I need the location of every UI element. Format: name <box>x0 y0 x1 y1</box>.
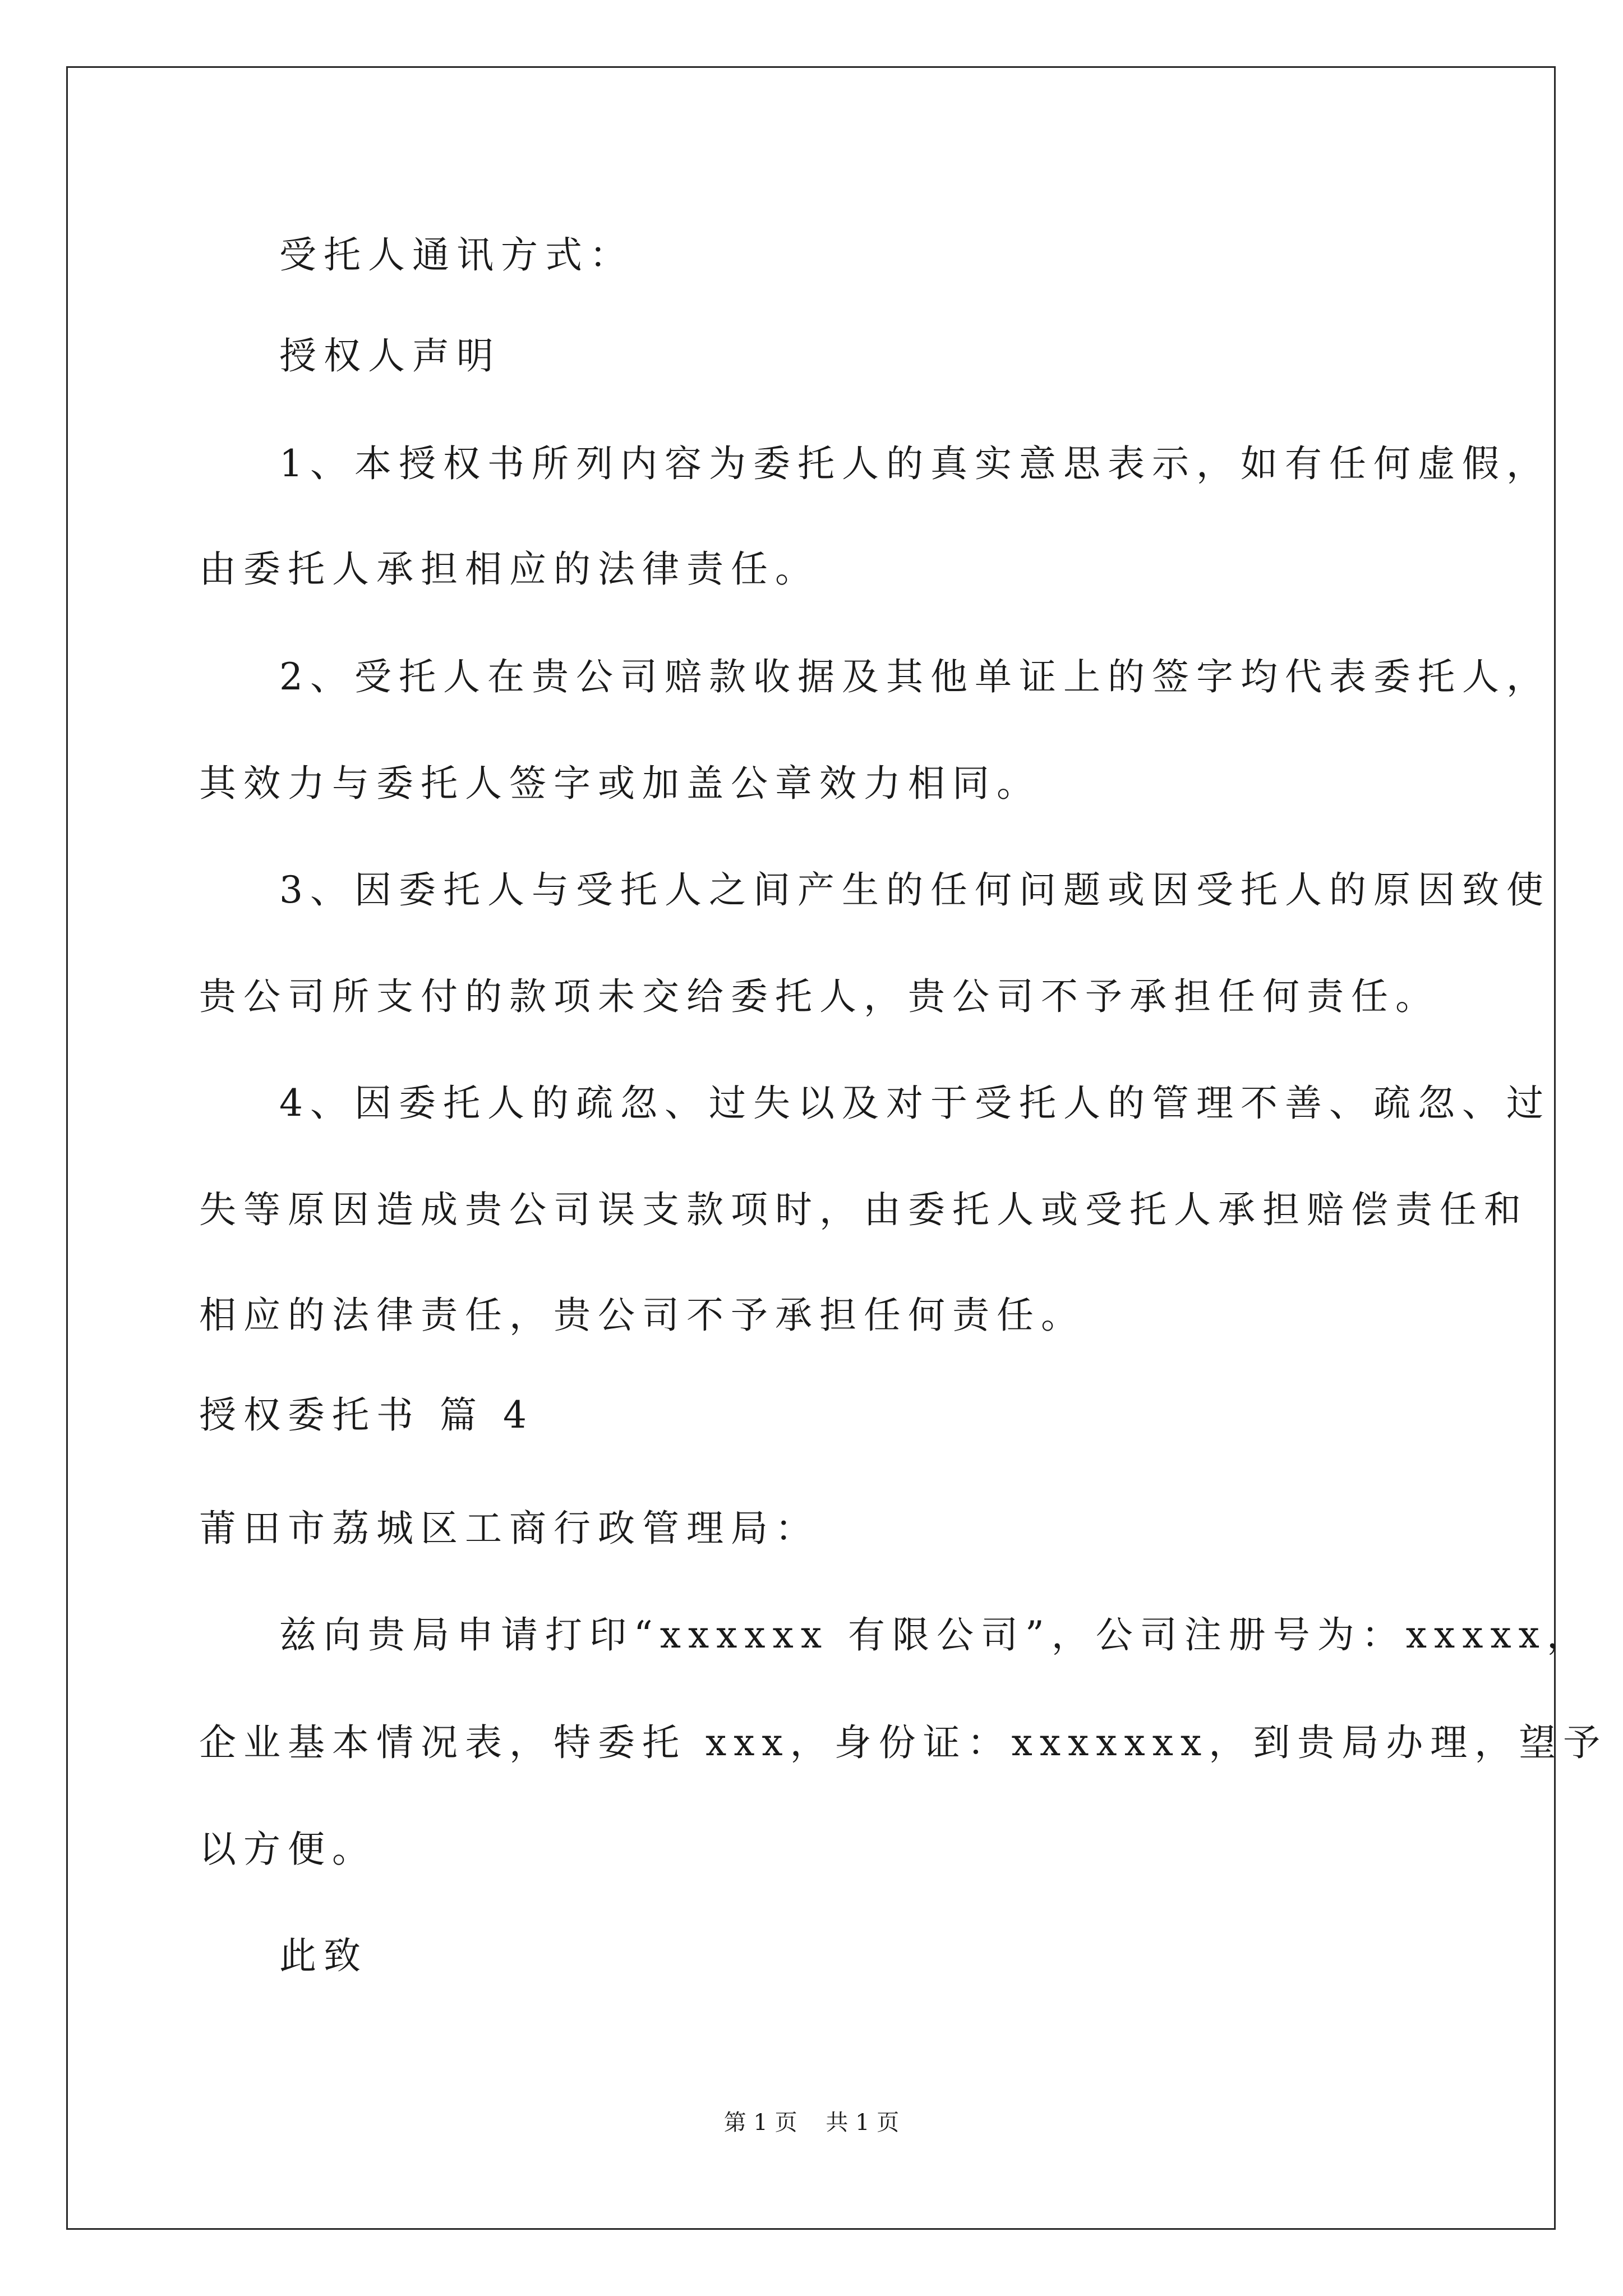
paragraph-line: 相应的法律责任，贵公司不予承担任何责任。 <box>199 1294 1085 1337</box>
paragraph-line: 3、因委托人与受托人之间产生的任何问题或因受托人的原因致使 <box>279 868 1551 912</box>
recipient-line: 莆田市荔城区工商行政管理局： <box>199 1507 819 1550</box>
paragraph-line: 企业基本情况表，特委托 xxx，身份证：xxxxxxx，到贵局办理，望予 <box>199 1721 1608 1764</box>
section-heading: 授权人声明 <box>279 334 501 378</box>
paragraph-line: 失等原因造成贵公司误支款项时，由委托人或受托人承担赔偿责任和 <box>199 1188 1528 1231</box>
section-title: 授权委托书 篇 4 <box>199 1393 534 1437</box>
paragraph-line: 2、受托人在贵公司赔款收据及其他单证上的签字均代表委托人， <box>279 655 1551 698</box>
paragraph-line: 由委托人承担相应的法律责任。 <box>199 547 819 591</box>
page-border <box>66 66 1556 2230</box>
contact-line: 受托人通讯方式： <box>279 233 634 277</box>
page-number-footer: 第 1 页 共 1 页 <box>723 2110 900 2136</box>
paragraph-line: 1、本授权书所列内容为委托人的真实意思表示，如有任何虚假， <box>279 442 1551 485</box>
paragraph-line: 以方便。 <box>199 1828 376 1871</box>
paragraph-line: 其效力与委托人签字或加盖公章效力相同。 <box>199 762 1041 805</box>
paragraph-line: 贵公司所支付的款项未交给委托人，贵公司不予承担任何责任。 <box>199 975 1440 1018</box>
paragraph-line: 兹向贵局申请打印“xxxxxx 有限公司”，公司注册号为：xxxxx， <box>279 1613 1591 1657</box>
closing-line: 此致 <box>279 1934 368 1977</box>
paragraph-line: 4、因委托人的疏忽、过失以及对于受托人的管理不善、疏忽、过 <box>279 1082 1551 1125</box>
